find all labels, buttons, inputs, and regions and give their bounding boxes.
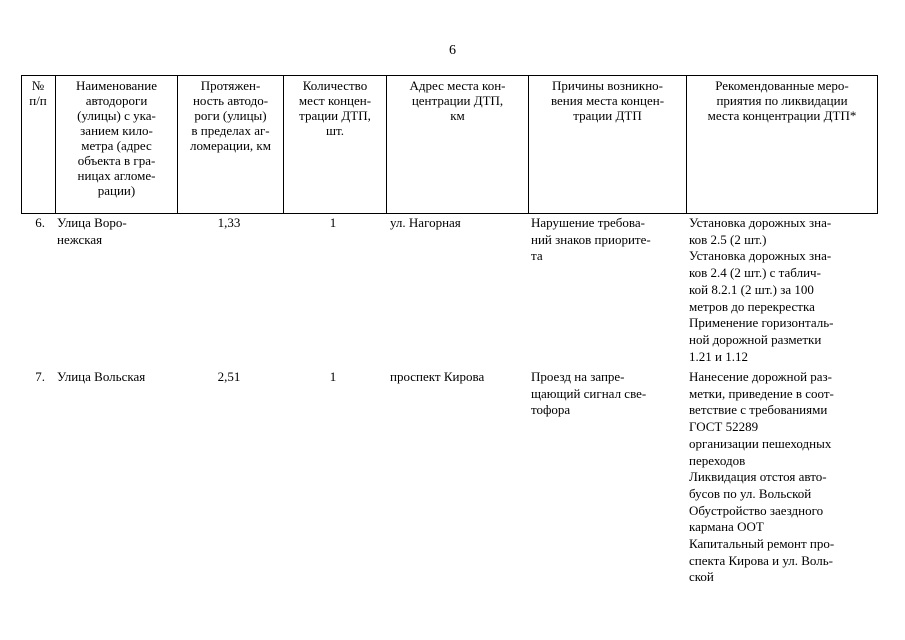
- table-row: [21, 369, 878, 599]
- column-divider: [877, 76, 878, 213]
- dtp-recommendations: Установка дорожных зна- ков 2.5 (2 шт.) Установка дорожных зна- ков 2.4 (2 шт.) с таблич- кой 8.2.1 (2 шт.) за 100 метров до перекрестка Применение горизонталь- ной дорожной разметки 1.21 и 1.12: [689, 215, 834, 364]
- header-number: № п/п: [29, 78, 47, 108]
- dtp-cause: Проезд на запре- щающий сигнал све- тофора: [531, 369, 647, 418]
- dtp-recommendations: Нанесение дорожной раз- метки, приведение в соот- ветствие с требованиями ГОСТ 52289 организации пешеходных переходов Ликвидация отстоя авто- бусов по ул. Вольской Обустройство заездного кармана ООТ Капитальный ремонт про- спекта Кирова и ул. Воль- ской: [689, 369, 835, 585]
- header-length: Протяжен- ность автодо- роги (улицы) в пределах аг- ломерации, км: [190, 78, 271, 153]
- header-address: Адрес места кон- центрации ДТП, км: [409, 78, 506, 123]
- dtp-address: ул. Нагорная: [390, 215, 461, 230]
- road-length: 1,33: [217, 215, 241, 230]
- page-number: 6: [449, 43, 456, 58]
- dtp-count: 1: [329, 215, 337, 230]
- header-cause: Причины возникно- вения места концен- трации ДТП: [550, 78, 665, 123]
- header-count: Количество мест концен- трации ДТП, шт.: [298, 78, 372, 138]
- header-recommendations: Рекомендованные меро- приятия по ликвидации места концентрации ДТП*: [707, 78, 857, 123]
- dtp-cause: Нарушение требова- ний знаков приорите- та: [531, 215, 651, 264]
- dtp-table: [21, 75, 878, 599]
- table-row: [21, 214, 878, 369]
- table-header: [21, 75, 878, 214]
- road-name: Улица Воро- нежская: [57, 215, 127, 247]
- header-road-name: Наименование автодороги (улицы) с ука- занием кило- метра (адрес объекта в гра- ницах агломе- рации): [76, 78, 157, 198]
- row-number: 6.: [35, 215, 45, 230]
- road-name: Улица Вольская: [57, 369, 146, 384]
- dtp-address: проспект Кирова: [390, 369, 485, 384]
- dtp-count: 1: [329, 369, 337, 384]
- road-length: 2,51: [217, 369, 241, 384]
- row-number: 7.: [35, 369, 45, 384]
